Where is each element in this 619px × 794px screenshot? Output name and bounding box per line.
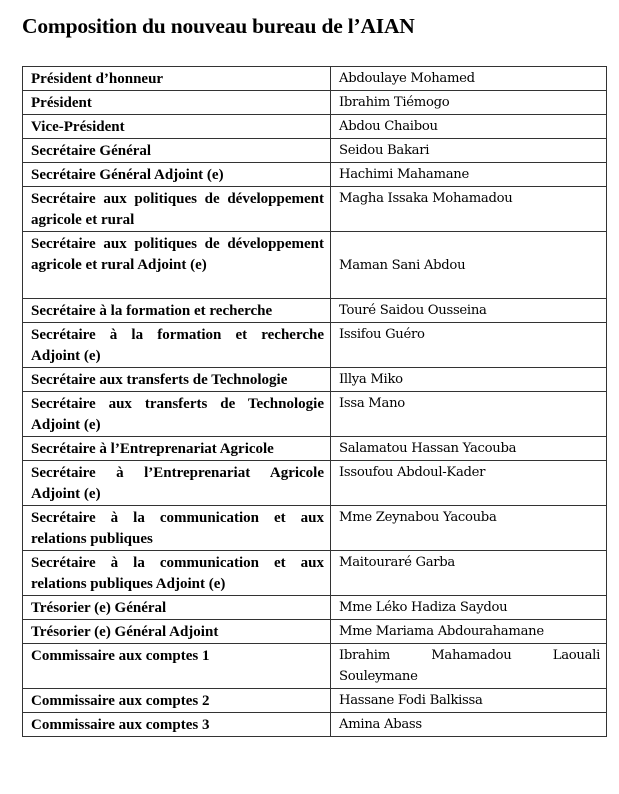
role-cell: Secrétaire à la communication et aux relations publiques xyxy=(23,506,331,551)
role-cell: Secrétaire à la communication et aux relations publiques Adjoint (e) xyxy=(23,551,331,596)
role-cell: Commissaire aux comptes 2 xyxy=(23,689,331,713)
role-cell: Commissaire aux comptes 3 xyxy=(23,713,331,737)
name-cell: Seidou Bakari xyxy=(331,139,607,163)
role-cell: Secrétaire à l’Entreprenariat Agricole xyxy=(23,437,331,461)
table-row xyxy=(23,461,607,506)
role-cell: Trésorier (e) Général Adjoint xyxy=(23,620,331,644)
role-cell: Président xyxy=(23,91,331,115)
role-cell: Secrétaire aux transferts de Technologie Adjoint (e) xyxy=(23,392,331,437)
name-cell: Hachimi Mahamane xyxy=(331,163,607,187)
table-row xyxy=(23,392,607,437)
table-row xyxy=(23,713,607,737)
name-cell: Hassane Fodi Balkissa xyxy=(331,689,607,713)
name-cell: Maman Sani Abdou xyxy=(331,232,607,299)
role-cell: Commissaire aux comptes 1 xyxy=(23,644,331,689)
table-row xyxy=(23,163,607,187)
table-row xyxy=(23,299,607,323)
table-row xyxy=(23,139,607,163)
name-cell: Illya Miko xyxy=(331,368,607,392)
table-row xyxy=(23,323,607,368)
document-title: Composition du nouveau bureau de l’AIAN xyxy=(22,14,415,38)
role-cell: Secrétaire à la formation et recherche xyxy=(23,299,331,323)
table-row xyxy=(23,551,607,596)
name-cell: Mme Zeynabou Yacouba xyxy=(331,506,607,551)
name-cell: Amina Abass xyxy=(331,713,607,737)
table-row xyxy=(23,437,607,461)
bureau-members-table xyxy=(22,66,607,737)
name-cell: Maitouraré Garba xyxy=(331,551,607,596)
role-cell: Secrétaire à la formation et recherche Adjoint (e) xyxy=(23,323,331,368)
table-row xyxy=(23,67,607,91)
name-cell: Abdoulaye Mohamed xyxy=(331,67,607,91)
table-row xyxy=(23,91,607,115)
name-cell: Issifou Guéro xyxy=(331,323,607,368)
role-cell: Secrétaire Général Adjoint (e) xyxy=(23,163,331,187)
name-cell: Mme Mariama Abdourahamane xyxy=(331,620,607,644)
table-row xyxy=(23,644,607,689)
role-cell: Secrétaire à l’Entreprenariat Agricole Adjoint (e) xyxy=(23,461,331,506)
role-cell: Secrétaire aux politiques de développement agricole et rural xyxy=(23,187,331,232)
table-row xyxy=(23,506,607,551)
role-cell: Secrétaire Général xyxy=(23,139,331,163)
name-cell: Mme Léko Hadiza Saydou xyxy=(331,596,607,620)
name-cell: Magha Issaka Mohamadou xyxy=(331,187,607,232)
name-cell: Ibrahim Mahamadou Laouali Souleymane xyxy=(331,644,607,689)
role-cell: Trésorier (e) Général xyxy=(23,596,331,620)
table-row xyxy=(23,187,607,232)
name-cell: Ibrahim Tiémogo xyxy=(331,91,607,115)
name-cell: Issoufou Abdoul-Kader xyxy=(331,461,607,506)
table-row xyxy=(23,115,607,139)
name-cell: Abdou Chaibou xyxy=(331,115,607,139)
role-cell: Secrétaire aux transferts de Technologie xyxy=(23,368,331,392)
role-cell: Président d’honneur xyxy=(23,67,331,91)
table-row xyxy=(23,689,607,713)
table-row xyxy=(23,232,607,299)
table-row xyxy=(23,368,607,392)
role-cell: Vice-Président xyxy=(23,115,331,139)
name-cell: Touré Saidou Ousseina xyxy=(331,299,607,323)
table-row xyxy=(23,620,607,644)
role-cell: Secrétaire aux politiques de développement agricole et rural Adjoint (e) xyxy=(23,232,331,299)
name-cell: Issa Mano xyxy=(331,392,607,437)
table-row xyxy=(23,596,607,620)
name-cell: Salamatou Hassan Yacouba xyxy=(331,437,607,461)
